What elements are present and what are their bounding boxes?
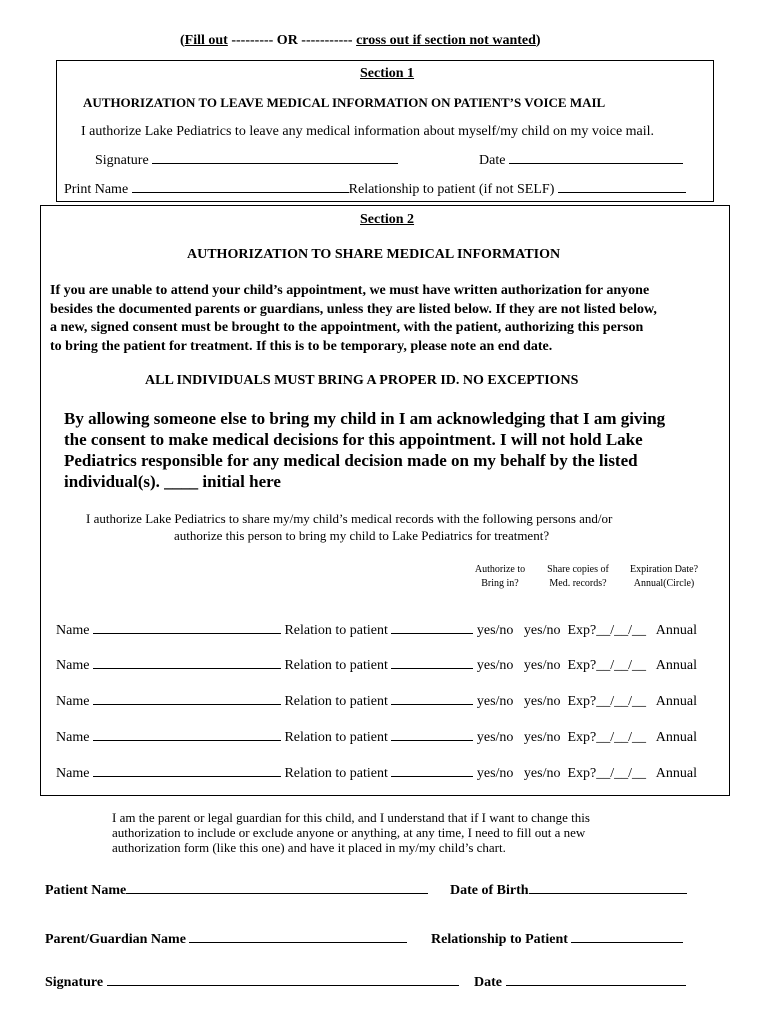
row-relation-line[interactable]: [391, 764, 473, 777]
guardian-line-3: authorization form (like this one) and have it placed in my/my child’s chart.: [112, 840, 506, 855]
col-head-bring-2: Bring in?: [481, 578, 519, 589]
dob-row: [450, 881, 687, 899]
col-head-bring-1: Authorize to: [474, 564, 526, 575]
row-annual-option[interactable]: Annual: [655, 623, 697, 638]
row-annual-option[interactable]: Annual: [655, 766, 697, 781]
patient-name-row: [45, 881, 428, 899]
parent-name-row: [45, 930, 407, 948]
col-head-exp-1: Expiration Date?: [629, 564, 699, 575]
col-head-exp-2: Annual(Circle): [633, 578, 695, 589]
row-name-line[interactable]: [93, 621, 281, 634]
signature-line[interactable]: [152, 151, 398, 164]
col-head-bring: [466, 563, 534, 591]
guardian-statement: [112, 810, 590, 855]
parent-name-line[interactable]: [189, 930, 407, 943]
table-row: [56, 728, 697, 746]
instruction-header: [180, 33, 541, 49]
row-relation-line[interactable]: [391, 728, 473, 741]
section1-statement: I authorize Lake Pediatrics to leave any medical information about myself/my child on my voice mail.: [81, 124, 655, 139]
row-relation-label: Relation to patient: [284, 694, 388, 709]
table-row: [56, 621, 697, 639]
row-name-line[interactable]: [93, 656, 281, 669]
print-name-line[interactable]: [132, 180, 349, 193]
authorize-line-1: I authorize Lake Pediatrics to share my/my child’s medical records with the following persons and/or: [86, 511, 613, 526]
section2-para-line-2: besides the documented parents or guardians, unless they are listed below. If they are not listed below,: [50, 302, 657, 317]
row-share-choice[interactable]: yes/no: [523, 766, 561, 781]
row-relation-label: Relation to patient: [284, 730, 388, 745]
section1-title: AUTHORIZATION TO LEAVE MEDICAL INFORMATION ON PATIENT’S VOICE MAIL: [83, 95, 606, 110]
row-share-choice[interactable]: yes/no: [523, 694, 561, 709]
ack-line-4: individual(s). ____ initial here: [64, 472, 281, 491]
row-name-label: Name: [56, 658, 90, 673]
header-paren-close: ): [535, 33, 541, 48]
row-bring-choice[interactable]: yes/no: [476, 730, 514, 745]
relationship-label: Relationship to patient (if not SELF): [348, 182, 555, 197]
date-line[interactable]: [509, 151, 683, 164]
row-annual-option[interactable]: Annual: [655, 658, 697, 673]
row-exp-field[interactable]: Exp?__/__/__: [567, 623, 647, 638]
footer-signature-label: Signature: [45, 975, 104, 990]
authorize-line-2: authorize this person to bring my child to Lake Pediatrics for treatment?: [174, 528, 550, 543]
col-head-share: [538, 563, 618, 591]
relationship-to-patient-line[interactable]: [571, 930, 683, 943]
section2-para-line-4: to bring the patient for treatment. If this is to be temporary, please note an end date.: [50, 339, 553, 354]
row-bring-choice[interactable]: yes/no: [476, 623, 514, 638]
ack-line-3: Pediatrics responsible for any medical decision made on my behalf by the listed: [64, 451, 638, 470]
id-notice: ALL INDIVIDUALS MUST BRING A PROPER ID. NO EXCEPTIONS: [145, 373, 579, 388]
row-exp-field[interactable]: Exp?__/__/__: [567, 766, 647, 781]
row-name-line[interactable]: [93, 692, 281, 705]
dob-line[interactable]: [529, 881, 687, 894]
dob-label: Date of Birth: [450, 883, 529, 898]
row-share-choice[interactable]: yes/no: [523, 658, 561, 673]
footer-date-label: Date: [474, 975, 502, 990]
section2-label: Section 2: [360, 212, 415, 227]
col-head-share-2: Med. records?: [549, 578, 607, 589]
row-bring-choice[interactable]: yes/no: [476, 694, 514, 709]
row-name-label: Name: [56, 623, 90, 638]
row-share-choice[interactable]: yes/no: [523, 623, 561, 638]
row-relation-line[interactable]: [391, 656, 473, 669]
relationship-row: [431, 930, 683, 948]
row-share-choice[interactable]: yes/no: [523, 730, 561, 745]
row-bring-choice[interactable]: yes/no: [476, 766, 514, 781]
ack-line-2: the consent to make medical decisions for this appointment. I will not hold Lake: [64, 430, 643, 449]
header-or: --------- OR -----------: [227, 33, 357, 48]
section2-para-line-3: a new, signed consent must be brought to the appointment, with the patient, authorizing this person: [50, 320, 644, 335]
row-annual-option[interactable]: Annual: [655, 694, 697, 709]
row-exp-field[interactable]: Exp?__/__/__: [567, 694, 647, 709]
row-exp-field[interactable]: Exp?__/__/__: [567, 730, 647, 745]
signature-label: Signature: [95, 153, 149, 168]
guardian-line-2: authorization to include or exclude anyone or anything, at any time, I need to fill out a new: [112, 825, 586, 840]
patient-name-line[interactable]: [126, 881, 428, 894]
fill-out-text: Fill out: [184, 33, 228, 48]
table-row: [56, 692, 697, 710]
col-head-share-1: Share copies of: [547, 564, 609, 575]
row-bring-choice[interactable]: yes/no: [476, 658, 514, 673]
section1-print-row: [64, 180, 686, 198]
row-name-label: Name: [56, 766, 90, 781]
row-exp-field[interactable]: Exp?__/__/__: [567, 658, 647, 673]
relationship-line[interactable]: [558, 180, 686, 193]
parent-name-label: Parent/Guardian Name: [45, 932, 186, 947]
row-name-label: Name: [56, 730, 90, 745]
section1-label: Section 1: [360, 66, 415, 81]
row-relation-label: Relation to patient: [284, 623, 388, 638]
col-head-exp: [620, 563, 708, 591]
row-annual-option[interactable]: Annual: [655, 730, 697, 745]
print-name-label: Print Name: [64, 182, 129, 197]
row-name-label: Name: [56, 694, 90, 709]
footer-signature-row: [45, 973, 459, 991]
footer-signature-line[interactable]: [107, 973, 459, 986]
header-paren-open: (: [180, 33, 185, 48]
patient-name-label: Patient Name: [45, 883, 127, 898]
row-name-line[interactable]: [93, 728, 281, 741]
section2-title: AUTHORIZATION TO SHARE MEDICAL INFORMATION: [187, 247, 561, 262]
ack-line-1: By allowing someone else to bring my child in I am acknowledging that I am giving: [64, 409, 666, 428]
row-relation-label: Relation to patient: [284, 658, 388, 673]
section1-signature-row: [95, 151, 398, 169]
row-name-line[interactable]: [93, 764, 281, 777]
footer-date-row: [474, 973, 686, 991]
table-row: [56, 656, 697, 674]
table-row: [56, 764, 697, 782]
row-relation-line[interactable]: [391, 621, 473, 634]
row-relation-label: Relation to patient: [284, 766, 388, 781]
section2-para-line-1: If you are unable to attend your child’s appointment, we must have written authorization for anyone: [50, 283, 650, 298]
guardian-line-1: I am the parent or legal guardian for this child, and I understand that if I want to change this: [112, 810, 590, 825]
cross-out-text: cross out if section not wanted: [356, 33, 536, 48]
relationship-to-patient-label: Relationship to Patient: [431, 932, 568, 947]
row-relation-line[interactable]: [391, 692, 473, 705]
section1-date-row: [479, 151, 683, 169]
date-label: Date: [479, 153, 506, 168]
footer-date-line[interactable]: [506, 973, 686, 986]
